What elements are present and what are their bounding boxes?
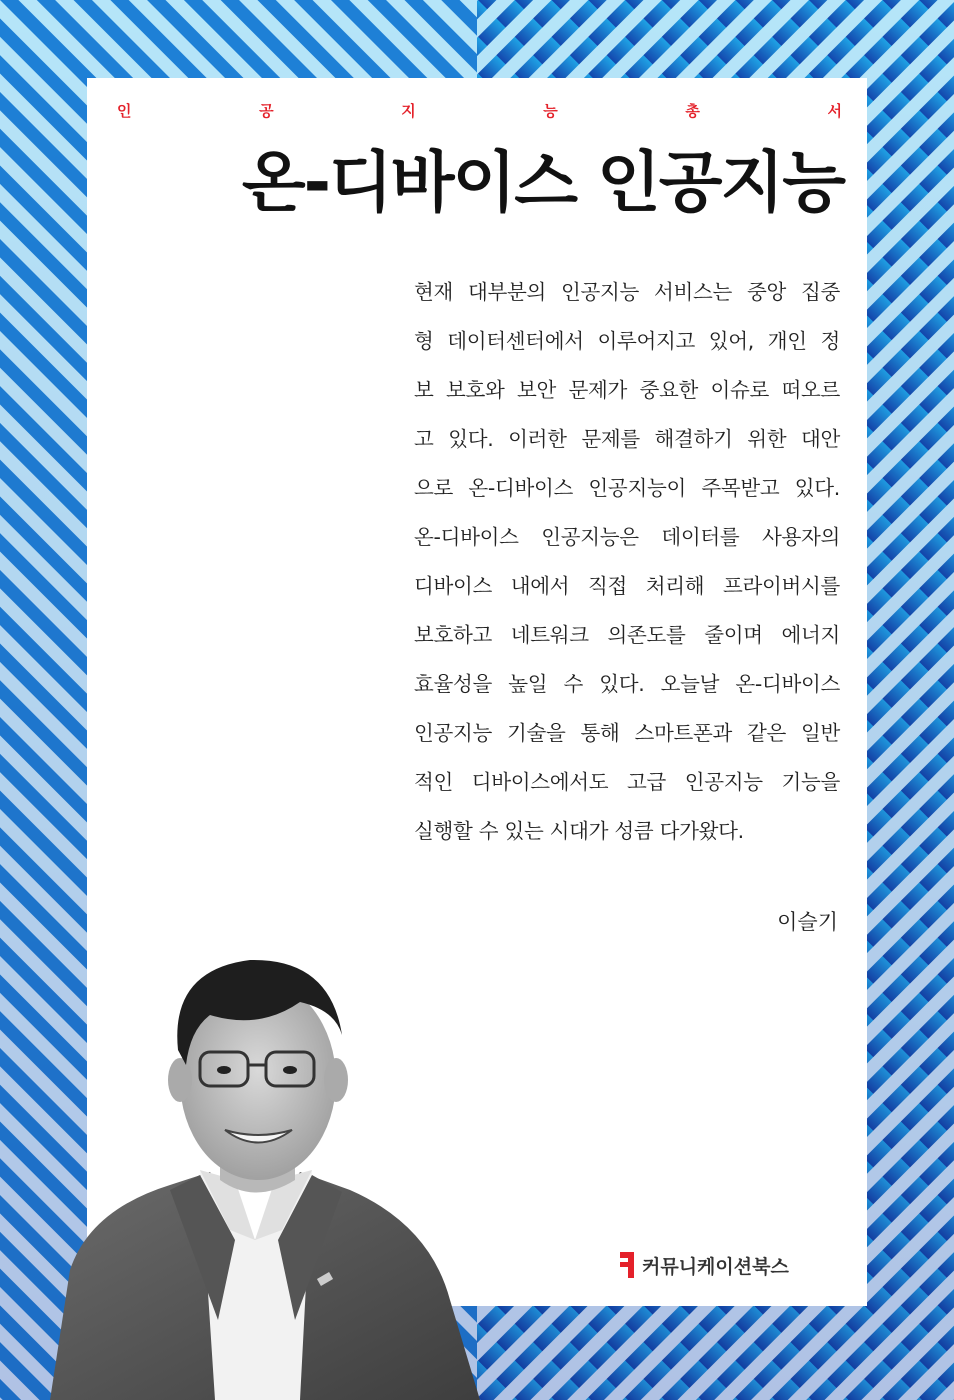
description-line: 인공지능 기술을 통해 스마트폰과 같은 일반 [414,721,840,745]
series-char: 지 [401,102,416,120]
description-line: 적인 디바이스에서도 고급 인공지능 기능을 [414,770,840,794]
publisher-name: 커뮤니케이션북스 [642,1255,789,1278]
description-line: 온-디바이스 인공지능은 데이터를 사용자의 [414,525,840,549]
description-line: 형 데이터센터에서 이루어지고 있어, 개인 정 [414,329,840,353]
publisher-mark-icon [620,1252,634,1278]
description-line: 으로 온-디바이스 인공지능이 주목받고 있다. [414,476,840,500]
series-char: 인 [117,102,132,120]
description-text [414,268,840,856]
description-line: 효율성을 높일 수 있다. 오늘날 온-디바이스 [414,672,840,696]
description-line: 고 있다. 이러한 문제를 해결하기 위한 대안 [414,427,840,451]
author-name: 이슬기 [777,910,838,934]
description-line: 보 보호와 보안 문제가 중요한 이슈로 떠오르 [414,378,840,402]
description-line: 현재 대부분의 인공지능 서비스는 중앙 집중 [414,280,840,304]
series-char: 총 [685,102,700,120]
series-char: 서 [827,102,842,120]
author-photo [50,940,490,1400]
description-line: 보호하고 네트워크 의존도를 줄이며 에너지 [414,623,840,647]
description-line: 디바이스 내에서 직접 처리해 프라이버시를 [414,574,840,598]
book-title: 온-디바이스 인공지능 [241,144,844,221]
description-line: 실행할 수 있는 시대가 성큼 다가왔다. [414,819,744,843]
publisher-logo [620,1250,789,1280]
series-label [87,100,842,124]
series-char: 능 [543,102,558,120]
series-char: 공 [259,102,274,120]
